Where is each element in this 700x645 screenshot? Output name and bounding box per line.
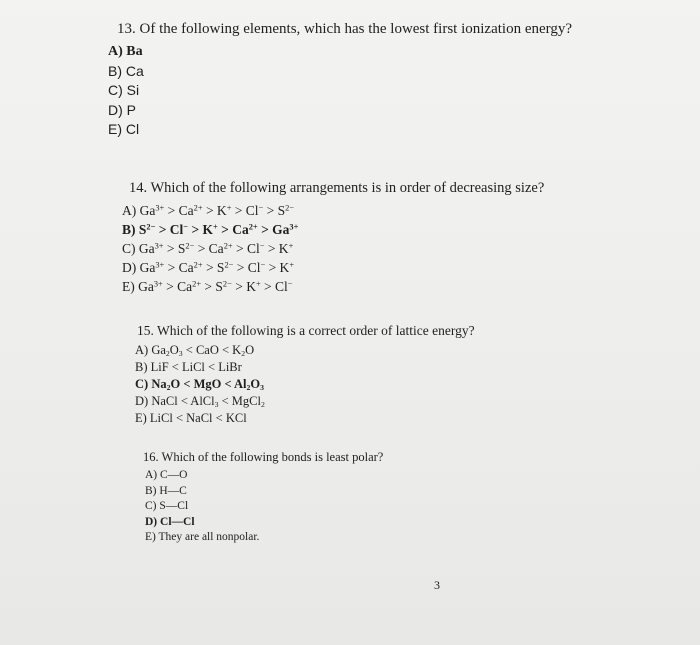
question-14-stem: 14. Which of the following arrangements is in order of decreasing size? <box>129 180 545 196</box>
question-16-option-a: A) C—O <box>145 469 188 481</box>
question-13-option-c: C) Si <box>108 82 140 98</box>
question-15-option-c: C) $Na_2O$ < MgO < $Al_2O_3$ <box>135 377 265 392</box>
question-13-option-e: E) Cl <box>108 121 140 137</box>
question-14-option-e: E) $Ga^{3+} > Ca^{2+} > S^{2-} > K^+ > Cl^-$ <box>122 279 293 294</box>
question-14-option-d: D) $Ga^{3+} > Ca^{2+} > S^{2-} > Cl^- > K^+$ <box>122 260 295 275</box>
question-15-option-d: D) NaCl < AlCl$_3$ < MgCl$_2$ <box>135 394 265 409</box>
question-16 <box>143 450 383 546</box>
question-16-stem: 16. Which of the following bonds is least polar? <box>143 450 384 464</box>
page-number: 3 <box>434 578 440 592</box>
question-13-stem: 13. Of the following elements, which has the lowest first ionization energy? <box>117 21 573 37</box>
question-13-option-d: D) P <box>108 101 136 118</box>
question-15 <box>137 323 475 427</box>
question-13 <box>108 21 573 140</box>
question-15-option-a: A) $Ga_2O_3$ < CaO < $K_2O$ <box>135 343 255 358</box>
question-16-option-d: D) Cl—Cl <box>145 515 195 528</box>
question-15-option-e: E) LiCl < NaCl < KCl <box>135 411 247 425</box>
question-15-stem: 15. Which of the following is a correct order of lattice energy? <box>137 323 475 338</box>
question-13-option-b: B) Ca <box>108 62 144 79</box>
question-15-option-b: B) LiF < LiCl < LiBr <box>135 360 242 374</box>
question-14-option-b: B) $S^{2-} > Cl^- > K^+ > Ca^{2+} > Ga^{3+}$ <box>122 222 299 237</box>
question-14-option-a: A) $Ga^{3+} > Ca^{2+} > K^+ > Cl^- > S^{2-}$ <box>122 203 295 218</box>
question-16-option-b: B) H—C <box>145 484 187 497</box>
question-16-option-c: C) S—Cl <box>145 500 189 512</box>
question-14 <box>122 180 545 296</box>
question-14-option-c: C) $Ga^{3+} > S^{2-} > Ca^{2+} > Cl^- > K^+$ <box>122 241 294 256</box>
question-16-option-e: E) They are all nonpolar. <box>145 531 260 543</box>
question-13-option-a: A) Ba <box>108 44 143 59</box>
